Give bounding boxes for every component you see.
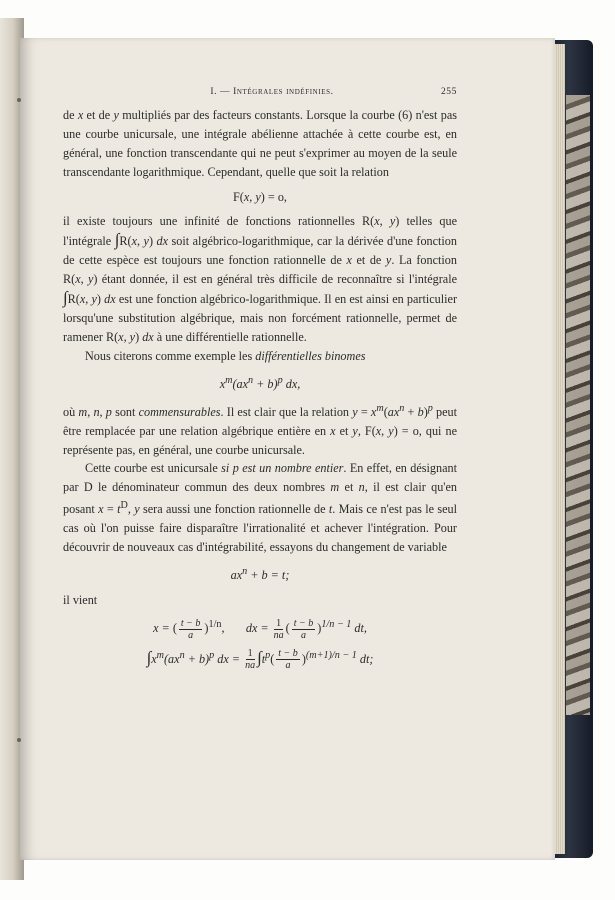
paragraph-1: de x et de y multipliés par des facteurs constants. Lorsque la courbe (6) n'est pas une courbe unicursale, une intégrale abélienne attachée à cette courbe est, en général, une fonction transcendante qui ne peut s'exprimer au moyen de la seule transcendante logarithmique. Cependant, quelle que soit la relation (63, 107, 457, 179)
paragraph-3: Nous citerons comme exemple les différentielles binomes (85, 348, 366, 363)
equation-substitution: $ax^n + b = t$; (230, 566, 290, 583)
running-head-title: I. — Intégrales indéfinies. (210, 87, 334, 97)
equation-integral: $\int x^m(ax^n + b)^p$ dx = $\frac{1}{na}$ $\int t^p$( $\frac{t - b}{a}$ )$^{(m+1)/n - 1}$ dt; (146, 647, 374, 672)
equation-relation: F(x, y) = o, (233, 189, 287, 204)
equation-binome: $x^m(ax^n + b)^p$ dx, (219, 374, 301, 391)
paragraph-5: Cette courbe est unicursale si p est un nombre entier. En effet, en désignant par D le dénominateur commun des deux nombres m et n, il est clair qu'en posant $x = t^D$, y sera aussi une fonction rationnelle de t. Mais ce n'est pas le seul cas où l'on puisse faire disparaître l'irrationalité et achever l'intégration. Pour découvrir de nouveaux cas d'intégrabilité, essayons du changement de variable (63, 461, 457, 555)
marbled-cover (566, 95, 590, 715)
page-text (63, 83, 457, 677)
paragraph-4: où m, n, p sont commensurables. Il est clair que la relation $y = x^m(ax^n + b)^p$ peut être remplacée par une relation algébrique entière en x et y, F(x, y) = o, qui ne représente pas, en général, une courbe unicursale. (63, 402, 458, 457)
binding-dot (17, 98, 21, 102)
page-number: 255 (440, 87, 457, 97)
paragraph-6: il vient (63, 593, 98, 607)
running-head (63, 83, 457, 102)
binding-dot (17, 738, 21, 742)
paragraph-2: il existe toujours une infinité de fonctions rationnelles R(x, y) telles que l'intégrale ∫R(x, y) dx soit algébrico-logarithmique, car la dérivée d'une fonction de cette espèce est toujours une fonction rationnelle de x et de y. La fonction R(x, y) étant donnée, il est en général très difficile de reconnaître si l'intégrale ∫R(x, y) dx est une fonction algébrico-logarithmique. Il en est ainsi en particulier lorsqu'une substitution algébrique, mais non forcément rationnelle, permet de ramener R(x, y) dx à une différentielle rationnelle. (63, 214, 458, 344)
equation-x-dx: x = ( $\frac{t - b}{a}$ )$^{1/n}$, dx = $\frac{1}{na}$ ( $\frac{t - b}{a}$ )$^{1/n - 1}$ dt, (153, 617, 367, 641)
